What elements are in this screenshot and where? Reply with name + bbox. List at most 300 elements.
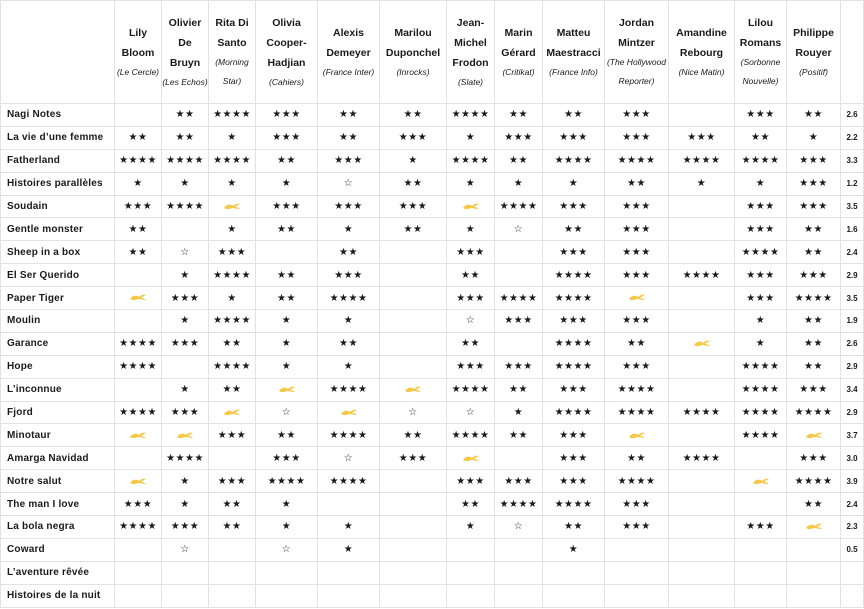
rating-cell [115,470,162,493]
rating-cell: ★ [162,264,209,287]
palme-d-or-icon [176,431,194,440]
rating-cell [669,355,735,378]
rating-cell: ★★★★ [447,149,495,172]
critic-name: Philippe Rouyer [793,26,834,59]
rating-cell [605,538,669,561]
critic-header [669,1,735,104]
critic-publication: (Positif) [799,66,828,77]
rating-cell: ★★★ [605,264,669,287]
rating-cell: ★★★★ [318,287,380,310]
critic-publication: (Nice Matin) [678,66,725,77]
average-score: 3.7 [841,424,864,447]
rating-cell: ★ [115,172,162,195]
average-score: 3.4 [841,378,864,401]
rating-cell: ★ [256,172,318,195]
film-title: Hope [1,355,115,378]
rating-cell: ★ [380,149,447,172]
average-score: 2.3 [841,516,864,539]
palme-d-or-icon [462,454,480,463]
rating-cell: ★★★ [605,310,669,333]
film-title: El Ser Querido [1,264,115,287]
film-row [1,355,864,378]
film-row [1,447,864,470]
rating-cell: ★ [495,401,543,424]
rating-cell: ★★ [495,424,543,447]
critic-header [495,1,543,104]
rating-cell [162,561,209,584]
rating-cell: ★★★ [447,355,495,378]
critic-header [447,1,495,104]
critic-name: Jordan Mintzer [618,17,655,49]
rating-cell: ★ [318,538,380,561]
rating-cell: ★★★★ [605,401,669,424]
rating-cell: ★ [543,172,605,195]
rating-cell: ★★ [115,241,162,264]
average-score: 3.9 [841,470,864,493]
rating-cell [787,561,841,584]
rating-cell: ★ [495,172,543,195]
critic-name: Marilou Duponchel [385,26,441,59]
rating-cell: ★★ [787,218,841,241]
palme-d-or-icon [805,431,823,440]
rating-cell: ★★ [115,218,162,241]
critic-name: Amandine Rebourg [676,26,727,59]
corner-cell [1,1,115,104]
film-row [1,516,864,539]
critic-header [735,1,787,104]
rating-cell [669,218,735,241]
rating-cell [605,584,669,607]
rating-cell [735,538,787,561]
film-row [1,424,864,447]
rating-cell: ★★ [447,264,495,287]
critic-header [162,1,209,104]
rating-cell: ★★★★ [787,287,841,310]
rating-cell [380,310,447,333]
rating-cell: ★★ [256,424,318,447]
average-score: 2.9 [841,264,864,287]
rating-cell: ★★★ [787,149,841,172]
rating-cell: ★★ [318,332,380,355]
palme-d-or-icon [462,202,480,211]
rating-cell: ★★★★ [669,401,735,424]
rating-cell: ★★★★ [115,355,162,378]
palme-d-or-icon [129,431,147,440]
film-row [1,401,864,424]
critic-name: Lilou Romans [739,17,782,49]
rating-cell: ★★★ [787,378,841,401]
rating-cell: ☆ [318,447,380,470]
rating-cell: ★★★★ [162,195,209,218]
rating-cell: ★ [447,516,495,539]
rating-cell: ★★★★ [209,264,256,287]
rating-cell [380,378,447,401]
rating-cell: ★★ [735,126,787,149]
rating-cell: ★★★ [543,195,605,218]
rating-cell: ★★ [209,516,256,539]
rating-cell: ★ [162,493,209,516]
rating-cell [447,561,495,584]
rating-cell [495,332,543,355]
rating-cell: ★★★★ [256,470,318,493]
average-header [841,1,864,104]
average-score [841,584,864,607]
film-row [1,332,864,355]
average-score: 2.6 [841,104,864,127]
rating-cell [447,538,495,561]
average-score [841,561,864,584]
rating-cell: ★★★ [495,310,543,333]
rating-cell: ★★ [162,126,209,149]
rating-cell: ★★ [605,447,669,470]
rating-cell: ★ [162,172,209,195]
rating-cell: ★★★ [447,241,495,264]
rating-cell: ★★★ [380,447,447,470]
rating-cell: ☆ [447,401,495,424]
film-row [1,287,864,310]
palme-d-or-icon [340,408,358,417]
rating-cell [380,561,447,584]
rating-cell: ★ [543,538,605,561]
rating-cell: ★★★ [209,424,256,447]
critic-publication: (The Hollywood Reporter) [606,57,667,86]
rating-cell [380,538,447,561]
rating-cell [115,447,162,470]
rating-cell [669,241,735,264]
film-title: Soudain [1,195,115,218]
palme-d-or-icon [129,477,147,486]
rating-cell: ★★ [256,218,318,241]
rating-cell: ★★★ [787,172,841,195]
film-row [1,172,864,195]
rating-cell: ★★★ [543,470,605,493]
critic-name: Matteu Maestracci [546,26,601,59]
rating-cell: ★ [735,172,787,195]
critic-publication: (Le Cercle) [116,66,160,77]
palme-d-or-icon [693,339,711,348]
film-title: Histoires parallèles [1,172,115,195]
average-score: 0.5 [841,538,864,561]
rating-cell: ★★★ [735,287,787,310]
critic-publication: (Sorbonne Nouvelle) [740,57,781,86]
average-score: 3.0 [841,447,864,470]
critic-header [787,1,841,104]
rating-cell: ★ [256,310,318,333]
rating-cell: ★ [162,378,209,401]
critic-name: Jean-Michel Frodon [452,16,489,69]
critic-header [318,1,380,104]
rating-cell: ★★★★ [735,401,787,424]
film-row [1,195,864,218]
rating-cell: ★★ [256,264,318,287]
rating-cell [162,584,209,607]
palme-d-or-icon [752,477,770,486]
rating-cell: ★★★ [318,149,380,172]
film-title: Sheep in a box [1,241,115,264]
rating-cell: ★★ [256,149,318,172]
rating-cell: ★ [447,126,495,149]
rating-cell [209,561,256,584]
rating-cell: ★★ [787,355,841,378]
rating-cell [209,538,256,561]
rating-cell [162,218,209,241]
rating-cell: ★★★ [256,104,318,127]
critic-publication: (Morning Star) [215,57,249,86]
film-title: L’aventure rêvée [1,561,115,584]
rating-cell: ★★★★ [162,447,209,470]
average-score: 2.9 [841,355,864,378]
rating-cell: ★★★★ [115,401,162,424]
rating-cell: ★★★ [605,241,669,264]
critic-publication: (Les Echos) [162,76,208,87]
film-row [1,538,864,561]
rating-cell [162,355,209,378]
rating-cell: ★★ [318,241,380,264]
rating-cell: ★★ [605,332,669,355]
critic-name: Lily Bloom [121,26,155,59]
rating-cell [669,470,735,493]
critic-name: Rita Di Santo [215,17,249,49]
rating-cell [209,447,256,470]
rating-cell [669,493,735,516]
rating-cell: ★★★ [380,126,447,149]
rating-cell: ★★ [495,378,543,401]
rating-cell: ★★★ [735,195,787,218]
rating-cell: ★★★★ [162,149,209,172]
rating-cell: ☆ [495,218,543,241]
rating-cell: ★★ [115,126,162,149]
rating-cell: ★★ [380,424,447,447]
palme-d-or-icon [628,293,646,302]
average-score: 2.4 [841,241,864,264]
critic-header [115,1,162,104]
rating-cell: ★★★ [735,104,787,127]
rating-cell: ★ [318,310,380,333]
rating-cell [605,287,669,310]
rating-cell [209,401,256,424]
rating-cell: ★★★ [543,126,605,149]
rating-cell: ★★ [318,104,380,127]
rating-cell [787,538,841,561]
rating-cell: ★★ [209,493,256,516]
rating-cell [735,493,787,516]
film-title: Nagi Notes [1,104,115,127]
rating-cell [669,195,735,218]
critic-header [605,1,669,104]
rating-cell: ★ [318,355,380,378]
film-title: Minotaur [1,424,115,447]
rating-cell: ★★★ [447,470,495,493]
rating-cell: ★★★ [256,447,318,470]
rating-cell: ★ [735,332,787,355]
rating-cell: ★★ [209,378,256,401]
rating-cell: ☆ [318,172,380,195]
rating-cell: ★★★ [162,332,209,355]
rating-cell: ★★★★ [735,424,787,447]
rating-cell: ★ [256,493,318,516]
rating-cell: ★★★★ [605,378,669,401]
rating-cell: ★ [209,126,256,149]
rating-cell: ★★★★ [495,195,543,218]
rating-cell: ★ [447,218,495,241]
critic-name: Olivia Cooper-Hadjian [266,16,307,69]
rating-cell: ★★★ [115,195,162,218]
rating-cell: ★ [256,516,318,539]
rating-cell: ★★★★ [543,332,605,355]
rating-cell [669,287,735,310]
palme-d-or-icon [628,431,646,440]
rating-cell: ★★★★ [543,401,605,424]
rating-cell: ★★★ [256,195,318,218]
rating-cell: ★★★★ [669,447,735,470]
rating-cell [735,561,787,584]
rating-cell: ★★ [162,104,209,127]
average-score: 1.2 [841,172,864,195]
film-row [1,104,864,127]
rating-cell [380,355,447,378]
rating-cell: ★★ [787,332,841,355]
rating-cell [380,287,447,310]
rating-cell: ★★ [543,516,605,539]
film-title: The man I love [1,493,115,516]
rating-cell: ★★ [787,104,841,127]
average-score: 3.5 [841,195,864,218]
rating-cell: ★★★ [735,516,787,539]
rating-cell: ★★★ [735,264,787,287]
critic-name: Alexis Demeyer [326,26,371,59]
rating-cell [380,493,447,516]
average-score: 3.3 [841,149,864,172]
film-row [1,561,864,584]
rating-cell [669,104,735,127]
rating-cell: ★ [162,470,209,493]
film-title: La vie d’une femme [1,126,115,149]
critic-publication: (Critikat) [502,66,535,77]
rating-cell: ★★★ [735,218,787,241]
film-title: Notre salut [1,470,115,493]
rating-cell: ★★★ [605,516,669,539]
rating-cell [380,516,447,539]
rating-cell [787,584,841,607]
rating-cell: ★★★★ [735,378,787,401]
rating-cell [318,561,380,584]
rating-cell: ★★ [318,126,380,149]
rating-cell [380,332,447,355]
film-title: La bola negra [1,516,115,539]
rating-cell [115,310,162,333]
critic-header [543,1,605,104]
rating-cell [256,561,318,584]
rating-cell: ★★ [495,104,543,127]
critic-publication: (France Info) [549,66,598,77]
rating-cell: ★★★★ [543,264,605,287]
rating-cell: ★★★★ [735,149,787,172]
film-row [1,378,864,401]
rating-cell: ★ [787,126,841,149]
rating-cell: ★★★ [162,401,209,424]
rating-cell: ★★ [787,493,841,516]
film-row [1,149,864,172]
film-title: Gentle monster [1,218,115,241]
rating-cell: ★★★★ [605,470,669,493]
rating-cell: ★★ [380,104,447,127]
average-score: 3.5 [841,287,864,310]
rating-cell: ★★★ [495,470,543,493]
film-title: L’inconnue [1,378,115,401]
rating-cell: ★★★★ [447,104,495,127]
rating-cell: ★ [209,172,256,195]
rating-cell: ★★★ [318,264,380,287]
rating-cell: ★ [162,310,209,333]
rating-cell: ★★★★ [787,470,841,493]
rating-cell: ★ [209,218,256,241]
rating-cell: ★★★★ [318,470,380,493]
rating-cell: ★★★★ [115,149,162,172]
rating-cell [256,241,318,264]
film-title: Coward [1,538,115,561]
rating-cell [735,584,787,607]
rating-cell: ★★★★ [115,516,162,539]
rating-cell: ★★★ [162,287,209,310]
rating-cell: ☆ [495,516,543,539]
rating-cell: ★★ [605,172,669,195]
rating-cell [209,584,256,607]
average-score: 2.9 [841,401,864,424]
rating-cell: ★★★★ [447,378,495,401]
average-score: 1.6 [841,218,864,241]
critic-publication: (Slate) [457,76,484,87]
film-title: Amarga Navidad [1,447,115,470]
rating-cell: ★ [256,355,318,378]
rating-cell [209,195,256,218]
film-title: Fjord [1,401,115,424]
rating-cell: ★ [318,218,380,241]
film-title: Moulin [1,310,115,333]
rating-cell: ★★ [380,172,447,195]
rating-cell [447,447,495,470]
rating-cell: ☆ [256,401,318,424]
rating-cell [447,195,495,218]
grid-body [1,104,864,608]
film-title: Paper Tiger [1,287,115,310]
rating-cell: ★★★★ [318,424,380,447]
rating-cell: ★★★★ [543,355,605,378]
critic-publication: (Cahiers) [269,76,304,87]
rating-cell: ★★★ [605,493,669,516]
critic-name: Marin Gérard [501,26,536,59]
rating-cell [735,447,787,470]
rating-cell [669,332,735,355]
rating-cell [115,104,162,127]
rating-cell [115,561,162,584]
rating-cell: ☆ [256,538,318,561]
rating-cell: ★★★ [447,287,495,310]
critic-publication: (France Inter) [322,66,375,77]
critic-header [209,1,256,104]
rating-cell [495,241,543,264]
rating-cell: ★★★★ [605,149,669,172]
rating-cell: ★★★★ [495,287,543,310]
rating-cell [669,584,735,607]
rating-cell [605,561,669,584]
rating-cell: ★★★ [495,126,543,149]
rating-cell [447,584,495,607]
rating-cell: ★★★ [787,195,841,218]
film-title: Histoires de la nuit [1,584,115,607]
rating-cell: ★★★ [495,355,543,378]
rating-cell: ★★★★ [787,401,841,424]
rating-cell: ★ [669,172,735,195]
